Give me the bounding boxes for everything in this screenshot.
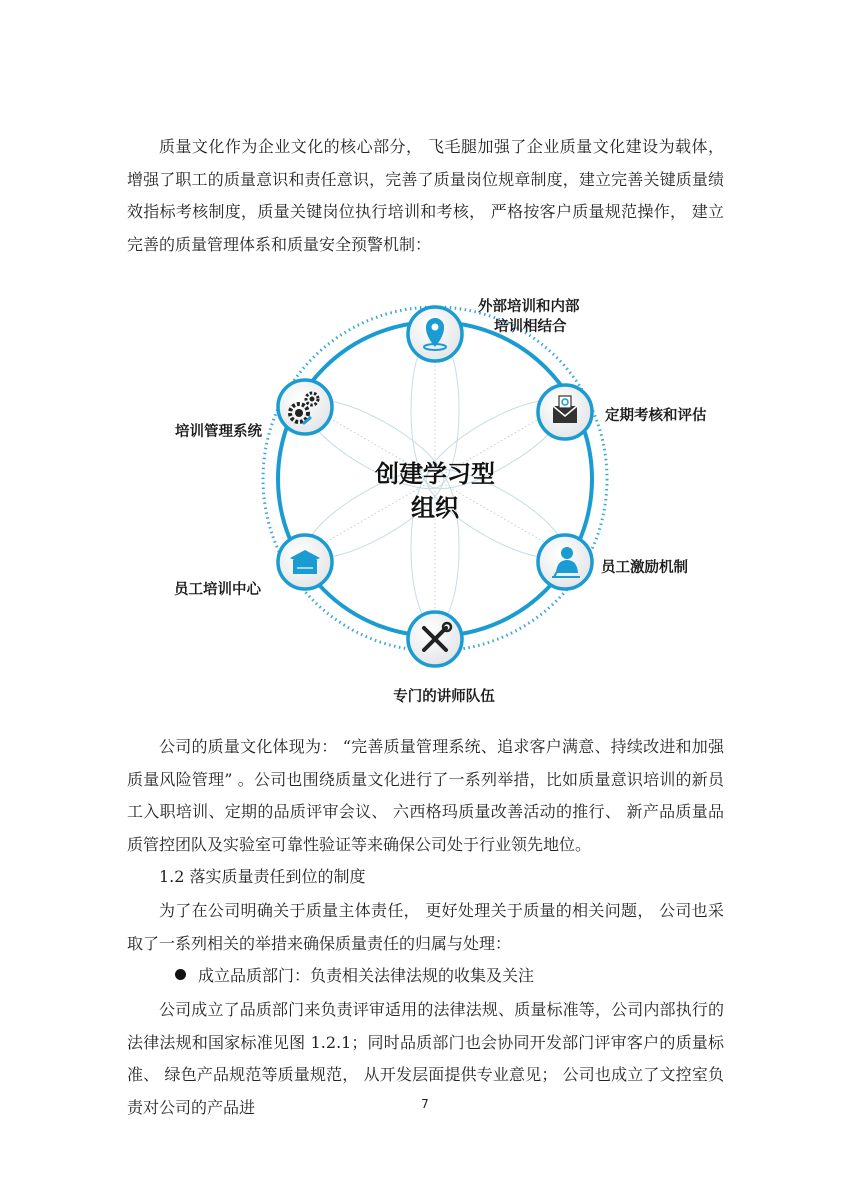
node-label-training-system: 培训管理系统 <box>175 424 262 440</box>
learning-organization-diagram <box>160 292 730 716</box>
node-training-system <box>175 380 332 440</box>
paragraph-quality-culture: 公司的质量文化体现为： “完善质量管理系统、追求客户满意、持续改进和加强质量风险管理” 。公司也围绕质量文化进行了一系列举措，比如质量意识培训的新员工入职培训、定期的品质评审会议、 六西格玛质量改善活动的推行、 新产品质量品质管控团队及实验室可靠性验证等来确保公司处于行业领先地位。 <box>127 737 724 854</box>
paragraph-responsibility: 为了在公司明确关于质量主体责任， 更好处理关于质量的相关问题， 公司也采取了一系列相关的举措来确保质量责任的归属与处理： <box>127 901 724 953</box>
node-external-training <box>408 297 580 361</box>
bullet-dot-icon <box>175 969 186 980</box>
node-label-lecturers: 专门的讲师队伍 <box>393 689 495 705</box>
page-number: 7 <box>421 1097 429 1111</box>
node-employee-incentive <box>538 535 688 589</box>
bullet-text: 成立品质部门：负责相关法律法规的收集及关注 <box>198 966 535 985</box>
bullet-item <box>175 960 534 992</box>
center-title-line2: 组织 <box>411 494 459 522</box>
node-regular-assessment <box>538 385 707 439</box>
location-pin-icon <box>424 318 446 350</box>
node-label-assessment: 定期考核和评估 <box>605 408 707 424</box>
node-label-external-line1: 外部培训和内部 <box>478 299 580 315</box>
section-heading: 1.2 落实质量责任到位的制度 <box>159 867 366 886</box>
node-label-incentive: 员工激励机制 <box>601 560 688 576</box>
node-label-training-center: 员工培训中心 <box>174 582 261 598</box>
paragraph-intro: 质量文化作为企业文化的核心部分， 飞毛腿加强了企业质量文化建设为载体， 增强了职工的质量意识和责任意识，完善了质量岗位规章制度，建立完善关键质量绩效指标考核制度，质量关键岗位执行培训和考核， 严格按客户质量规范操作， 建立完善的质量管理体系和质量安全预警机制： <box>127 137 724 254</box>
node-training-center <box>174 535 332 598</box>
node-label-external-line2: 培训相结合 <box>494 319 567 335</box>
paragraph-quality-department: 公司成立了品质部门来负责评审适用的法律法规、质量标准等，公司内部执行的法律法规和国家标准见图 1.2.1；同时品质部门也会协同开发部门评审客户的质量标准、 绿色产品规范等质量规范， 从开发层面提供专业意见； 公司也成立了文控室负责对公司的产品进 <box>127 1000 724 1117</box>
center-title-line1: 创建学习型 <box>375 460 495 488</box>
node-lecturer-team <box>393 612 495 705</box>
